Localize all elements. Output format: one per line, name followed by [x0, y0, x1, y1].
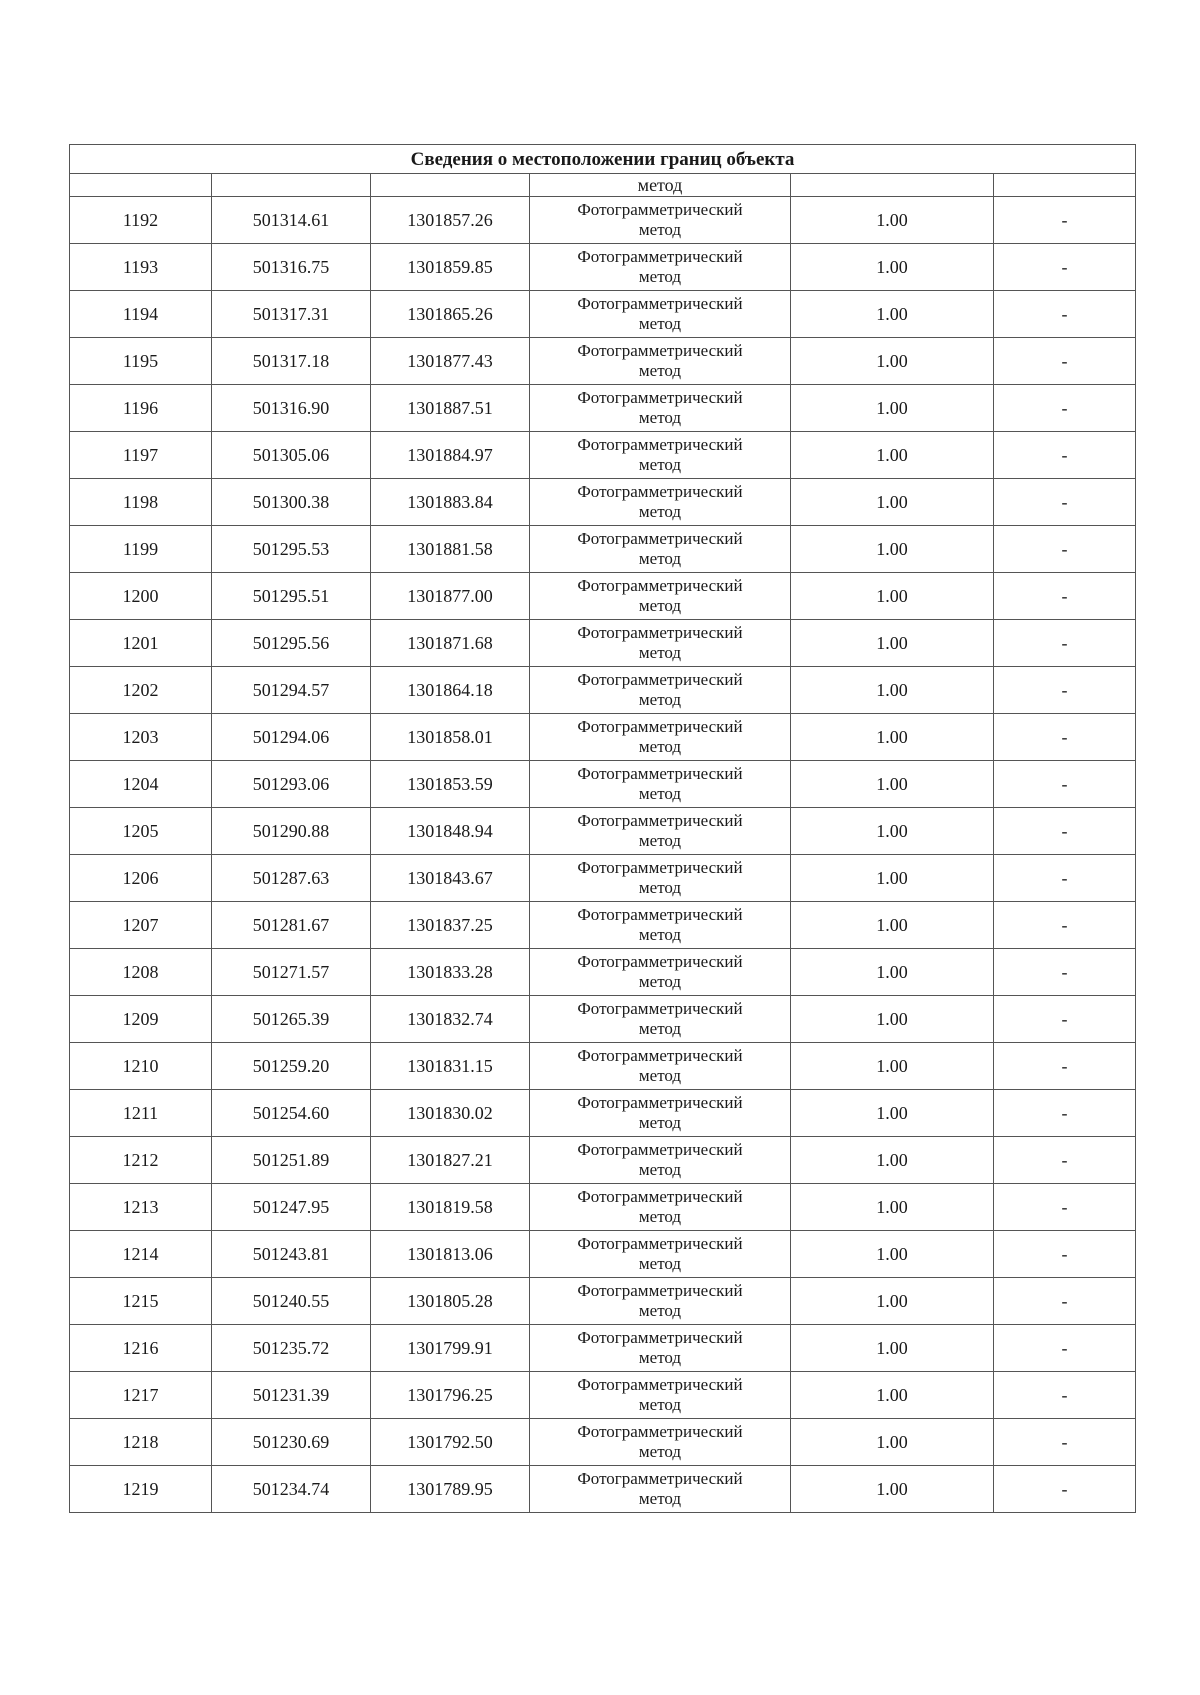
description: -: [994, 1372, 1136, 1419]
method-line-2: метод: [638, 502, 682, 521]
method-cell: [530, 1043, 791, 1090]
accuracy: 1.00: [791, 1278, 994, 1325]
point-number: 1207: [70, 902, 212, 949]
table-body: [70, 145, 1136, 1513]
description: -: [994, 197, 1136, 244]
cell-empty: [791, 174, 994, 197]
coord-y: 1301805.28: [371, 1278, 530, 1325]
table-row: [70, 1325, 1136, 1372]
description: -: [994, 573, 1136, 620]
accuracy: 1.00: [791, 761, 994, 808]
method-line-1: Фотограмметрический: [577, 247, 743, 267]
table-row: [70, 902, 1136, 949]
accuracy: 1.00: [791, 949, 994, 996]
table-row: [70, 244, 1136, 291]
point-number: 1216: [70, 1325, 212, 1372]
table-row: [70, 1090, 1136, 1137]
method-line-1: Фотограмметрический: [577, 905, 743, 925]
point-number: 1215: [70, 1278, 212, 1325]
table-row: [70, 197, 1136, 244]
method-cell: [530, 385, 791, 432]
method-cell: [530, 808, 791, 855]
coord-y: 1301864.18: [371, 667, 530, 714]
method-cell: [530, 949, 791, 996]
coord-y: 1301831.15: [371, 1043, 530, 1090]
method-line-2: метод: [638, 1348, 682, 1367]
coord-y: 1301799.91: [371, 1325, 530, 1372]
accuracy: 1.00: [791, 996, 994, 1043]
coord-x: 501290.88: [212, 808, 371, 855]
method-line-1: Фотограмметрический: [577, 1234, 743, 1254]
table-row: [70, 996, 1136, 1043]
table-row: [70, 1043, 1136, 1090]
method-cell: [530, 667, 791, 714]
coord-x: 501251.89: [212, 1137, 371, 1184]
point-number: 1201: [70, 620, 212, 667]
method-line-1: Фотограмметрический: [577, 623, 743, 643]
method-line-2: метод: [638, 408, 682, 427]
method-line-2: метод: [638, 737, 682, 756]
accuracy: 1.00: [791, 479, 994, 526]
cell-empty: [994, 174, 1136, 197]
table-row: [70, 1231, 1136, 1278]
table-row: [70, 949, 1136, 996]
description: -: [994, 1325, 1136, 1372]
coord-x: 501230.69: [212, 1419, 371, 1466]
coord-x: 501295.51: [212, 573, 371, 620]
accuracy: 1.00: [791, 573, 994, 620]
point-number: 1192: [70, 197, 212, 244]
table-row: [70, 479, 1136, 526]
method-cell: [530, 714, 791, 761]
description: -: [994, 620, 1136, 667]
method-cell: [530, 1278, 791, 1325]
point-number: 1197: [70, 432, 212, 479]
method-line-2: метод: [638, 972, 682, 991]
description: -: [994, 526, 1136, 573]
method-line-1: Фотограмметрический: [577, 999, 743, 1019]
accuracy: 1.00: [791, 1372, 994, 1419]
method-line-1: Фотограмметрический: [577, 764, 743, 784]
method-line-2: метод: [638, 455, 682, 474]
accuracy: 1.00: [791, 526, 994, 573]
coord-x: 501317.18: [212, 338, 371, 385]
coord-y: 1301789.95: [371, 1466, 530, 1513]
coord-y: 1301871.68: [371, 620, 530, 667]
method-line-1: Фотограмметрический: [577, 1046, 743, 1066]
point-number: 1213: [70, 1184, 212, 1231]
method-line-2: метод: [638, 1160, 682, 1179]
method-cell: [530, 479, 791, 526]
table-row: [70, 1184, 1136, 1231]
coord-y: 1301837.25: [371, 902, 530, 949]
title-row: [70, 145, 1136, 174]
description: -: [994, 1231, 1136, 1278]
coord-x: 501287.63: [212, 855, 371, 902]
coord-y: 1301832.74: [371, 996, 530, 1043]
coord-y: 1301796.25: [371, 1372, 530, 1419]
accuracy: 1.00: [791, 1137, 994, 1184]
method-line-1: Фотограмметрический: [577, 1093, 743, 1113]
description: -: [994, 1137, 1136, 1184]
method-line-2: метод: [638, 1019, 682, 1038]
method-line-1: Фотограмметрический: [577, 341, 743, 361]
method-cell: [530, 1372, 791, 1419]
accuracy: 1.00: [791, 197, 994, 244]
method-line-1: Фотограмметрический: [577, 1187, 743, 1207]
coord-y: 1301819.58: [371, 1184, 530, 1231]
coord-y: 1301884.97: [371, 432, 530, 479]
accuracy: 1.00: [791, 620, 994, 667]
method-cell: [530, 761, 791, 808]
method-line-2: метод: [638, 1489, 682, 1508]
method-cell: [530, 620, 791, 667]
table-row: [70, 714, 1136, 761]
table-title: Сведения о местоположении границ объекта: [70, 145, 1136, 174]
point-number: 1208: [70, 949, 212, 996]
point-number: 1214: [70, 1231, 212, 1278]
method-line-1: Фотограмметрический: [577, 858, 743, 878]
coord-y: 1301877.43: [371, 338, 530, 385]
method-line-1: Фотограмметрический: [577, 1140, 743, 1160]
accuracy: 1.00: [791, 902, 994, 949]
point-number: 1206: [70, 855, 212, 902]
method-cell: [530, 902, 791, 949]
method-line-2: метод: [638, 1254, 682, 1273]
table-row: [70, 855, 1136, 902]
description: -: [994, 385, 1136, 432]
accuracy: 1.00: [791, 1419, 994, 1466]
coord-x: 501247.95: [212, 1184, 371, 1231]
method-line-2: метод: [638, 784, 682, 803]
coord-y: 1301827.21: [371, 1137, 530, 1184]
method-line-2: метод: [638, 1395, 682, 1414]
method-cell: [530, 1466, 791, 1513]
coord-x: 501265.39: [212, 996, 371, 1043]
method-line-2: метод: [638, 1066, 682, 1085]
method-cell: [530, 1184, 791, 1231]
accuracy: 1.00: [791, 1043, 994, 1090]
method-line-2: метод: [638, 361, 682, 380]
description: -: [994, 996, 1136, 1043]
description: -: [994, 1466, 1136, 1513]
point-number: 1211: [70, 1090, 212, 1137]
coord-x: 501254.60: [212, 1090, 371, 1137]
coord-y: 1301887.51: [371, 385, 530, 432]
accuracy: 1.00: [791, 244, 994, 291]
description: -: [994, 1090, 1136, 1137]
coord-y: 1301843.67: [371, 855, 530, 902]
point-number: 1203: [70, 714, 212, 761]
coord-x: 501235.72: [212, 1325, 371, 1372]
point-number: 1210: [70, 1043, 212, 1090]
description: -: [994, 714, 1136, 761]
coord-x: 501295.53: [212, 526, 371, 573]
continuation-row: [70, 174, 1136, 197]
coord-y: 1301857.26: [371, 197, 530, 244]
coord-x: 501281.67: [212, 902, 371, 949]
method-cell: [530, 526, 791, 573]
table-row: [70, 667, 1136, 714]
method-cell: [530, 996, 791, 1043]
point-number: 1219: [70, 1466, 212, 1513]
method-cell: [530, 1137, 791, 1184]
accuracy: 1.00: [791, 855, 994, 902]
method-line-2: метод: [638, 596, 682, 615]
coord-y: 1301833.28: [371, 949, 530, 996]
method-cell: [530, 855, 791, 902]
accuracy: 1.00: [791, 667, 994, 714]
point-number: 1199: [70, 526, 212, 573]
table-row: [70, 1466, 1136, 1513]
coord-x: 501243.81: [212, 1231, 371, 1278]
description: -: [994, 479, 1136, 526]
description: -: [994, 338, 1136, 385]
boundary-coordinates-table: [69, 144, 1136, 1513]
method-cell: [530, 1419, 791, 1466]
coord-y: 1301853.59: [371, 761, 530, 808]
method-line-1: Фотограмметрический: [577, 1469, 743, 1489]
method-line-1: Фотограмметрический: [577, 200, 743, 220]
method-line-1: Фотограмметрический: [577, 529, 743, 549]
table-row: [70, 1278, 1136, 1325]
method-line-2: метод: [638, 314, 682, 333]
cell-empty: [212, 174, 371, 197]
method-line-1: Фотограмметрический: [577, 294, 743, 314]
point-number: 1212: [70, 1137, 212, 1184]
method-cell: [530, 1090, 791, 1137]
method-cell: [530, 1325, 791, 1372]
method-cell: [530, 432, 791, 479]
coord-y: 1301848.94: [371, 808, 530, 855]
table-row: [70, 808, 1136, 855]
coord-y: 1301881.58: [371, 526, 530, 573]
point-number: 1204: [70, 761, 212, 808]
coord-y: 1301792.50: [371, 1419, 530, 1466]
point-number: 1198: [70, 479, 212, 526]
coord-x: 501294.57: [212, 667, 371, 714]
cell-empty: [70, 174, 212, 197]
accuracy: 1.00: [791, 1184, 994, 1231]
method-cell: [530, 1231, 791, 1278]
description: -: [994, 761, 1136, 808]
description: -: [994, 291, 1136, 338]
coord-x: 501240.55: [212, 1278, 371, 1325]
description: -: [994, 667, 1136, 714]
coord-x: 501293.06: [212, 761, 371, 808]
table-row: [70, 761, 1136, 808]
method-line-2: метод: [638, 831, 682, 850]
method-line-1: Фотограмметрический: [577, 717, 743, 737]
accuracy: 1.00: [791, 432, 994, 479]
table-row: [70, 338, 1136, 385]
coord-y: 1301859.85: [371, 244, 530, 291]
coord-y: 1301813.06: [371, 1231, 530, 1278]
accuracy: 1.00: [791, 291, 994, 338]
method-line-2: метод: [638, 690, 682, 709]
point-number: 1193: [70, 244, 212, 291]
accuracy: 1.00: [791, 808, 994, 855]
point-number: 1217: [70, 1372, 212, 1419]
method-line-1: Фотограмметрический: [577, 811, 743, 831]
description: -: [994, 244, 1136, 291]
method-cell: [530, 244, 791, 291]
coord-x: 501316.90: [212, 385, 371, 432]
method-line-2: метод: [638, 878, 682, 897]
table-row: [70, 385, 1136, 432]
coord-y: 1301865.26: [371, 291, 530, 338]
coord-x: 501316.75: [212, 244, 371, 291]
method-line-2: метод: [638, 925, 682, 944]
point-number: 1202: [70, 667, 212, 714]
coord-y: 1301883.84: [371, 479, 530, 526]
point-number: 1205: [70, 808, 212, 855]
accuracy: 1.00: [791, 1090, 994, 1137]
table-row: [70, 1372, 1136, 1419]
method-line-2: метод: [638, 1301, 682, 1320]
coord-x: 501259.20: [212, 1043, 371, 1090]
method-line-1: Фотограмметрический: [577, 1328, 743, 1348]
point-number: 1194: [70, 291, 212, 338]
table-row: [70, 1419, 1136, 1466]
accuracy: 1.00: [791, 1231, 994, 1278]
description: -: [994, 1184, 1136, 1231]
description: -: [994, 855, 1136, 902]
method-line-1: Фотограмметрический: [577, 1422, 743, 1442]
method-line-1: Фотограмметрический: [577, 1375, 743, 1395]
cell-empty: [371, 174, 530, 197]
method-line-2: метод: [638, 1113, 682, 1132]
method-line-2: метод: [638, 267, 682, 286]
table-row: [70, 432, 1136, 479]
method-line-1: Фотограмметрический: [577, 482, 743, 502]
coord-x: 501305.06: [212, 432, 371, 479]
coord-y: 1301858.01: [371, 714, 530, 761]
accuracy: 1.00: [791, 714, 994, 761]
coord-y: 1301877.00: [371, 573, 530, 620]
coord-x: 501300.38: [212, 479, 371, 526]
method-line-2: метод: [638, 643, 682, 662]
method-line-1: Фотограмметрический: [577, 388, 743, 408]
method-line-1: Фотограмметрический: [577, 1281, 743, 1301]
table-row: [70, 620, 1136, 667]
accuracy: 1.00: [791, 338, 994, 385]
method-cell: [530, 338, 791, 385]
method-cell: [530, 573, 791, 620]
method-cell: [530, 291, 791, 338]
table-row: [70, 1137, 1136, 1184]
description: -: [994, 432, 1136, 479]
coord-x: 501234.74: [212, 1466, 371, 1513]
table-row: [70, 573, 1136, 620]
accuracy: 1.00: [791, 385, 994, 432]
method-line-1: Фотограмметрический: [577, 952, 743, 972]
method-line-2: метод: [638, 549, 682, 568]
coord-x: 501317.31: [212, 291, 371, 338]
table-row: [70, 291, 1136, 338]
description: -: [994, 1043, 1136, 1090]
coord-x: 501314.61: [212, 197, 371, 244]
accuracy: 1.00: [791, 1466, 994, 1513]
point-number: 1218: [70, 1419, 212, 1466]
coord-x: 501295.56: [212, 620, 371, 667]
point-number: 1209: [70, 996, 212, 1043]
description: -: [994, 902, 1136, 949]
point-number: 1195: [70, 338, 212, 385]
coord-x: 501294.06: [212, 714, 371, 761]
coord-x: 501231.39: [212, 1372, 371, 1419]
method-line-1: Фотограмметрический: [577, 670, 743, 690]
point-number: 1200: [70, 573, 212, 620]
description: -: [994, 1419, 1136, 1466]
method-line-2: метод: [638, 220, 682, 239]
description: -: [994, 949, 1136, 996]
method-line-1: Фотограмметрический: [577, 435, 743, 455]
method-line-1: Фотограмметрический: [577, 576, 743, 596]
accuracy: 1.00: [791, 1325, 994, 1372]
description: -: [994, 1278, 1136, 1325]
method-continuation: метод: [530, 174, 791, 197]
method-line-2: метод: [638, 1207, 682, 1226]
table-row: [70, 526, 1136, 573]
method-line-2: метод: [638, 1442, 682, 1461]
method-cell: [530, 197, 791, 244]
coord-x: 501271.57: [212, 949, 371, 996]
description: -: [994, 808, 1136, 855]
point-number: 1196: [70, 385, 212, 432]
coord-y: 1301830.02: [371, 1090, 530, 1137]
